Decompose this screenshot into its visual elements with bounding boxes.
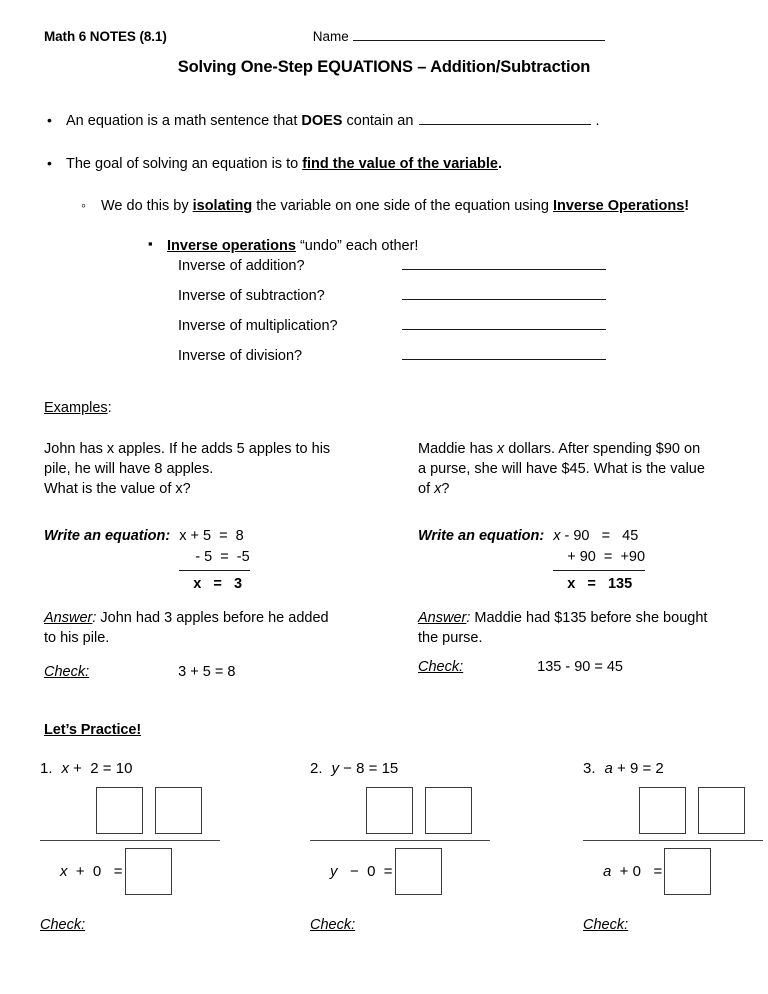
bullet-isolating (79, 197, 744, 217)
solution-variable: y (330, 863, 338, 880)
story-line3-post: ? (441, 480, 450, 497)
practice-problem-1 (40, 760, 220, 933)
solution-box[interactable] (395, 848, 442, 895)
bullet1-mid: contain an (342, 113, 418, 129)
equation-result: x = 135 (567, 575, 633, 592)
problem-equals: = (638, 760, 656, 777)
examples-heading (44, 400, 112, 416)
problem-check-label: Check: (310, 917, 356, 933)
practice-problem-3 (583, 760, 763, 933)
inverse-question-label: Inverse of division? (178, 348, 303, 364)
solution-expression (603, 863, 662, 880)
answer-text-cont: the purse. (418, 630, 483, 647)
story-line (418, 480, 758, 500)
name-blank-line[interactable] (353, 28, 605, 41)
story-pre: Maddie has (418, 441, 497, 457)
problem-equals: = (364, 760, 382, 777)
example-left-story (44, 440, 386, 500)
example-right (418, 440, 758, 678)
answer-box[interactable] (639, 787, 686, 834)
answer-colon: : (466, 610, 471, 627)
check-value: 3 + 5 = 8 (178, 664, 236, 681)
page-title: Solving One-Step EQUATIONS – Addition/Subtraction (177, 58, 591, 76)
equation-row-2: - 5 = -5 (195, 548, 250, 565)
inverse-answer-blank[interactable] (402, 288, 606, 300)
answer-box[interactable] (155, 787, 202, 834)
box-spacer (686, 787, 698, 834)
bullet-goal (44, 155, 744, 175)
solution-operator: − 0 = (337, 863, 393, 880)
write-equation-text: Write an equation (418, 527, 540, 544)
solution-expression (60, 863, 123, 880)
inverse-question-label: Inverse of addition? (178, 258, 305, 274)
inverse-question-label: Inverse of subtraction? (178, 288, 325, 304)
write-equation-label (418, 527, 544, 547)
bullet1-blank-line[interactable] (419, 113, 591, 125)
solution-box[interactable] (664, 848, 711, 895)
solution-box[interactable] (125, 848, 172, 895)
problem-statement (310, 760, 490, 777)
problem-operator: + (612, 760, 630, 777)
example-right-equation-block (418, 526, 758, 596)
header-row (44, 28, 724, 44)
bullet3-emphasis-1: isolating (192, 198, 253, 215)
bullet3-pre: We do this by (101, 198, 193, 215)
problem-check-label: Check: (583, 917, 629, 933)
equation-rule (179, 570, 249, 571)
check-value: 135 - 90 = 45 (537, 659, 624, 676)
practice-problem-2 (310, 760, 490, 933)
problem-operand: 9 (629, 760, 639, 777)
equation-result: x = 3 (193, 575, 243, 592)
solution-operator: + 0 = (611, 863, 663, 880)
story-line (418, 440, 758, 460)
problem-variable: a (604, 760, 613, 777)
solution-variable: x (60, 863, 68, 880)
problem-operator: + (69, 760, 91, 777)
story-variable: x (497, 441, 505, 457)
inverse-answer-blank[interactable] (402, 348, 606, 360)
problem-solution-row (330, 848, 490, 895)
example-left-check (44, 663, 386, 683)
equation-row-2: + 90 = +90 (567, 548, 646, 565)
solution-operator: + 0 = (67, 863, 123, 880)
write-equation-colon: : (165, 527, 171, 544)
answer-box[interactable] (425, 787, 472, 834)
problem-statement (583, 760, 763, 777)
bullet3-post: ! (684, 198, 690, 215)
story-line: pile, he will have 8 apples. (44, 460, 214, 477)
bullet3-emphasis-2: Inverse Operations (552, 198, 685, 215)
bullet1-post: . (595, 113, 600, 129)
bullet-inverse-undo (145, 237, 744, 257)
write-equation-text: Write an equation (44, 527, 166, 544)
bullet2-emphasis: find the value of the variable (302, 155, 498, 172)
equation-stack (553, 526, 645, 596)
problem-result: 10 (115, 760, 133, 777)
inverse-operations-list (178, 258, 738, 378)
problem-rule (583, 840, 763, 841)
equation-stack (179, 526, 249, 596)
solution-expression (330, 863, 393, 880)
answer-text: John had 3 apples before he added (96, 610, 329, 627)
problem-equals: = (98, 760, 116, 777)
problem-operator: − (339, 760, 357, 777)
story-post: dollars. After spending $90 on (504, 441, 701, 457)
example-right-story (418, 440, 758, 500)
problem-equation (605, 760, 664, 777)
inverse-answer-blank[interactable] (402, 258, 606, 270)
problem-rule (40, 840, 220, 841)
practice-heading: Let’s Practice! (44, 722, 142, 738)
answer-colon: : (92, 610, 97, 627)
problem-variable: x (61, 760, 70, 777)
example-left (44, 440, 386, 683)
box-spacer (143, 787, 155, 834)
problem-number: 1. (40, 760, 53, 777)
problem-equation (332, 760, 399, 777)
problem-equation (62, 760, 133, 777)
problem-solution-row (603, 848, 763, 895)
answer-box[interactable] (366, 787, 413, 834)
problem-solution-row (60, 848, 220, 895)
document-code: Math 6 NOTES (8.1) (44, 29, 167, 44)
work-boxes-row (96, 787, 220, 834)
answer-box[interactable] (96, 787, 143, 834)
problem-statement (40, 760, 220, 777)
write-equation-label (44, 527, 170, 547)
bullet2-post: . (497, 155, 503, 172)
problem-check-label: Check: (40, 917, 86, 933)
examples-heading-text: Examples (44, 400, 108, 416)
bullet1-bold: DOES (301, 113, 343, 129)
examples-heading-colon: : (107, 400, 112, 416)
example-right-check (418, 658, 758, 678)
inverse-row (178, 348, 738, 378)
inverse-question-label: Inverse of multiplication? (178, 318, 338, 334)
inverse-answer-blank[interactable] (402, 318, 606, 330)
work-boxes-row (639, 787, 763, 834)
story-line3-variable: x (434, 480, 442, 497)
name-label: Name (312, 29, 349, 44)
answer-text-cont: to his pile. (44, 630, 110, 647)
equation-variable: x (553, 527, 561, 544)
problem-result: 2 (655, 760, 664, 777)
example-left-equation-block (44, 526, 386, 596)
answer-label: Answer (418, 610, 467, 627)
equation-row-1-rest: - 90 = 45 (560, 527, 639, 544)
equation-row-1: x + 5 = 8 (179, 527, 244, 544)
bullet4-emphasis: Inverse operations (167, 237, 296, 254)
problem-operand: 8 (356, 760, 365, 777)
notes-bullet-list (44, 112, 744, 256)
box-spacer (413, 787, 425, 834)
bullet1-pre: An equation is a math sentence that (66, 113, 302, 129)
name-field (313, 28, 605, 44)
check-label: Check: (44, 664, 90, 681)
equation-row-1 (553, 526, 645, 547)
inverse-row (178, 258, 738, 288)
answer-box[interactable] (698, 787, 745, 834)
example-left-answer (44, 609, 386, 649)
problem-rule (310, 840, 490, 841)
answer-label: Answer (44, 610, 93, 627)
story-line: What is the value of x? (44, 480, 191, 497)
story-line: John has x apples. If he adds 5 apples to his (44, 441, 331, 457)
problem-result: 15 (381, 760, 399, 777)
work-boxes-row (366, 787, 490, 834)
bullet4-post: “undo” each other! (295, 237, 419, 254)
solution-variable: a (603, 863, 612, 880)
bullet2-pre: The goal of solving an equation is to (66, 155, 303, 172)
bullet-equation-definition (44, 112, 744, 132)
problem-operand: 2 (90, 760, 99, 777)
example-right-answer (418, 609, 758, 649)
write-equation-colon: : (539, 527, 545, 544)
problem-number: 3. (583, 760, 596, 777)
story-line: a purse, she will have $45. What is the value (418, 460, 705, 477)
equation-rule (553, 570, 645, 571)
inverse-row (178, 288, 738, 318)
problem-variable: y (331, 760, 340, 777)
problem-number: 2. (310, 760, 323, 777)
check-label: Check: (418, 659, 464, 676)
inverse-row (178, 318, 738, 348)
bullet3-mid: the variable on one side of the equation using (252, 198, 553, 215)
answer-text: Maddie had $135 before she bought (470, 610, 708, 627)
story-line3-pre: of (418, 480, 435, 497)
